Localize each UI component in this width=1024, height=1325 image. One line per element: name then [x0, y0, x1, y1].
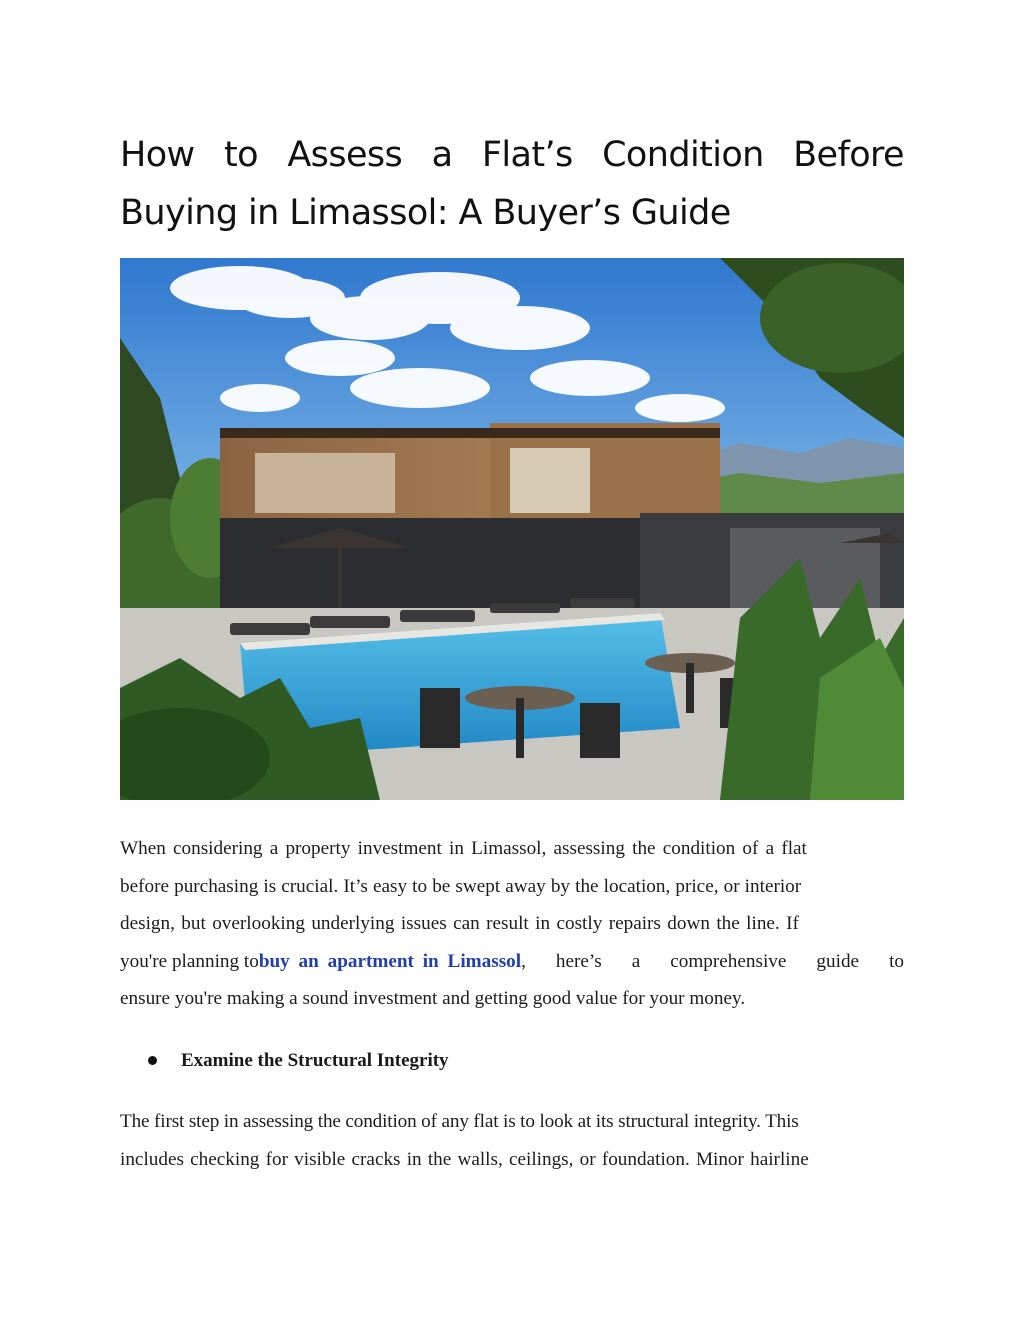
section-paragraph [120, 1103, 904, 1178]
title-word: Before [793, 135, 904, 175]
title-line-2: Buying in Limassol: A Buyer’s Guide [120, 193, 731, 233]
title-word: Condition [602, 135, 764, 175]
text-fragment: , here’s a comprehensive guide to [521, 950, 904, 972]
text-line: The first step in assessing the condition of any flat is to look at its structural integrity. This [120, 1111, 799, 1132]
text-line: When considering a property investment in Limassol, assessing the condition of a flat [120, 838, 807, 859]
text-line: includes checking for visible cracks in the walls, ceilings, or foundation. Minor hairline [120, 1148, 809, 1170]
text-line: ensure you're making a sound investment and getting good value for your money. [120, 988, 746, 1009]
text-line: design, but overlooking underlying issues can result in costly repairs down the line. If [120, 913, 799, 934]
page-title [120, 126, 904, 242]
title-word: Flat’s [481, 135, 573, 175]
title-line-1 [120, 126, 904, 184]
text-line: before purchasing is crucial. It’s easy to be swept away by the location, price, or interior [120, 875, 802, 897]
bullet-dot-icon [148, 1056, 157, 1065]
section-heading: Examine the Structural Integrity [181, 1050, 449, 1071]
intro-paragraph [120, 830, 904, 1018]
title-word: a [431, 135, 453, 175]
title-word: How [120, 135, 195, 175]
text-line [120, 943, 904, 981]
title-word: to [223, 135, 258, 175]
link-text: buy an apartment in Limassol [258, 950, 522, 972]
hero-image [120, 258, 904, 800]
text-fragment: you're planning to [120, 950, 259, 972]
buy-apartment-link[interactable] [259, 943, 521, 981]
title-word: Assess [287, 135, 403, 175]
